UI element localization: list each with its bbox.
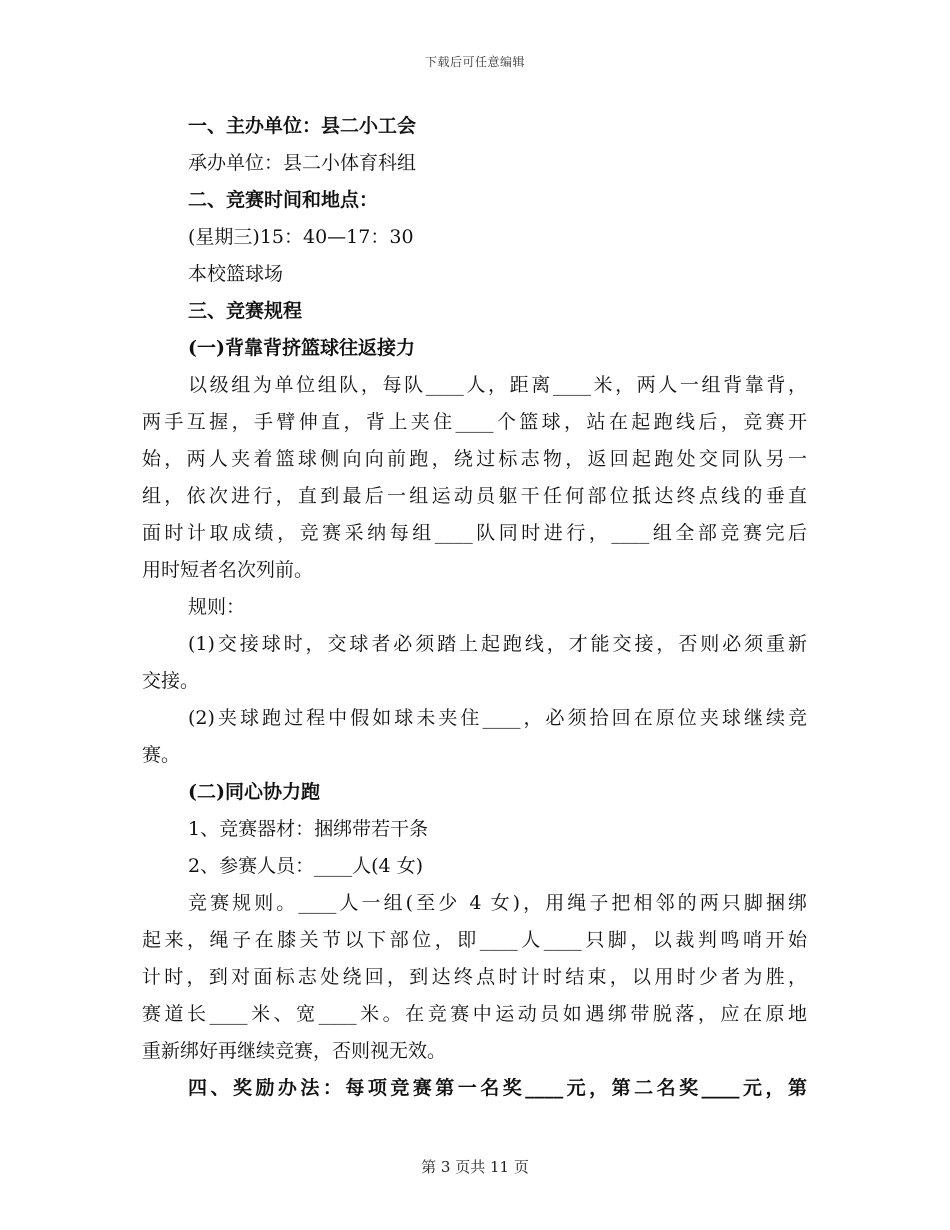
paragraph-line: 重新绑好再继续竞赛，否则视无效。 [142, 1040, 447, 1062]
section-3-title: 三、竞赛规程 [188, 300, 303, 322]
event-1-rules-label: 规则： [188, 596, 246, 618]
paragraph-line: 用时短者名次列前。 [142, 559, 314, 581]
paragraph-line: 以级组为单位组队，每队____人，距离____米，两人一组背靠背， [188, 374, 807, 396]
paragraph-line: 两手互握，手臂伸直，背上夹住____个篮球，站在起跑线后，竞赛开 [142, 411, 807, 433]
paragraph-line: 组，依次进行，直到最后一组运动员躯干任何部位抵达终点线的垂直 [142, 485, 807, 507]
section-2-time: (星期三)15：40—17：30 [188, 226, 414, 248]
paragraph-line: 赛。 [142, 744, 181, 766]
page-number-footer: 第 3 页共 11 页 [421, 1158, 529, 1176]
event-2-equipment: 1、竞赛器材：捆绑带若干条 [188, 818, 429, 840]
paragraph-line: 竞赛规则。____人一组(至少 4 女)，用绳子把相邻的两只脚捆绑 [188, 892, 807, 914]
paragraph-line: (2)夹球跑过程中假如球未夹住____，必须拾回在原位夹球继续竞 [188, 707, 807, 729]
paragraph-line: (1)交接球时，交球者必须踏上起跑线，才能交接，否则必须重新 [188, 633, 807, 655]
section-2-title: 二、竞赛时间和地点： [188, 189, 379, 211]
paragraph-line: 赛道长____米、宽____米。在竞赛中运动员如遇绑带脱落，应在原地 [142, 1003, 807, 1025]
event-1-rule-1 [142, 626, 807, 700]
section-4-title: 四、奖励办法：每项竞赛第一名奖____元，第二名奖____元，第 [188, 1077, 807, 1099]
paragraph-line: 面时计取成绩，竞赛采纳每组____队同时进行，____组全部竞赛完后 [142, 522, 807, 544]
event-1-title: (一)背靠背挤篮球往返接力 [188, 337, 415, 359]
paragraph-line: 交接。 [142, 670, 200, 692]
event-1-rule-2 [142, 700, 807, 774]
event-2-participants: 2、参赛人员：____人(4 女) [188, 855, 424, 877]
event-2-rules [142, 885, 807, 1070]
event-2-title: (二)同心协力跑 [188, 781, 320, 803]
paragraph-line: 始，两人夹着篮球侧向向前跑，绕过标志物，返回起跑处交同队另一 [142, 448, 807, 470]
event-1-description [142, 367, 807, 589]
page-header-note: 下载后可任意编辑 [424, 55, 525, 69]
section-1-organizer: 承办单位：县二小体育科组 [188, 152, 417, 174]
section-2-place: 本校篮球场 [188, 263, 284, 285]
paragraph-line: 计时，到对面标志处绕回，到达终点时计时结束，以用时少者为胜， [142, 966, 807, 988]
paragraph-line: 起来，绳子在膝关节以下部位，即____人____只脚，以裁判鸣哨开始 [142, 929, 807, 951]
section-1-title: 一、主办单位：县二小工会 [188, 115, 417, 137]
document-body [142, 108, 807, 1107]
